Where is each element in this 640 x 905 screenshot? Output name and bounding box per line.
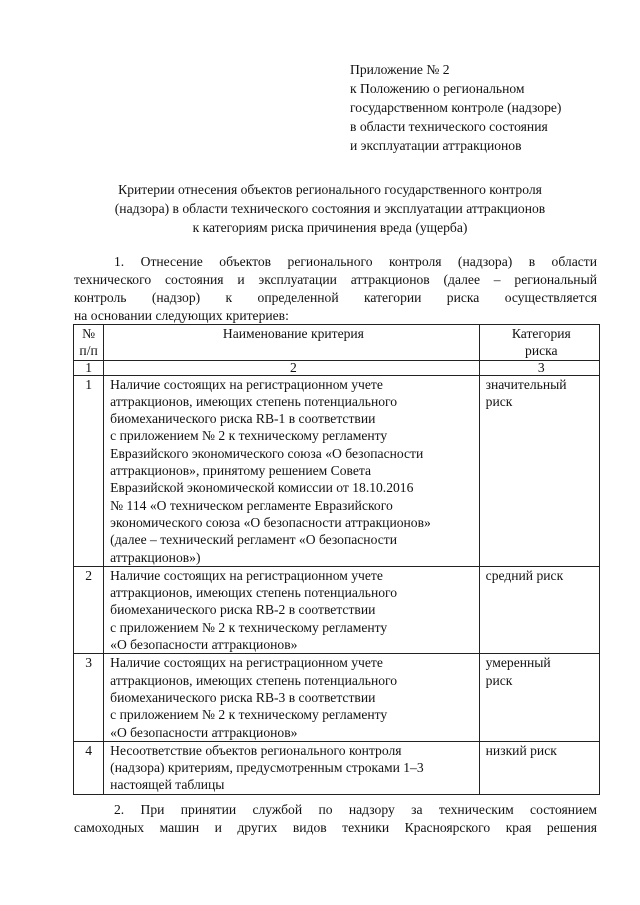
- table-row: [74, 566, 600, 653]
- row-criterion: Наличие состоящих на регистрационном учете аттракционов, имеющих степень потенциального биомеханического риска RB-2 в соответствии с приложением № 2 к техническому регламенту «О безопасности аттракционов»: [104, 566, 479, 653]
- row-category: значительный риск: [479, 375, 599, 566]
- paragraph-line: 1. Отнесение объектов регионального контроля (надзора) в области: [114, 254, 597, 269]
- column-number-row: [74, 360, 600, 375]
- appendix-line: в области технического состояния: [350, 119, 548, 134]
- row-criterion: Наличие состоящих на регистрационном учете аттракционов, имеющих степень потенциального биомеханического риска RB-3 в соответствии с приложением № 2 к техническому регламенту «О безопасности аттракционов»: [104, 654, 479, 741]
- paragraph-line: на основании следующих критериев:: [74, 308, 289, 323]
- row-criterion: Несоответствие объектов регионального контроля (надзора) критериям, предусмотренным строками 1–3 настоящей таблицы: [104, 741, 479, 794]
- row-num: 1: [74, 375, 104, 566]
- paragraph-line: контроль (надзор) к определенной категории риска осуществляется: [74, 290, 597, 305]
- row-criterion: Наличие состоящих на регистрационном учете аттракционов, имеющих степень потенциального биомеханического риска RB-1 в соответствии с приложением № 2 к техническому регламенту Евразийского экономического союза «О безопасности аттракционов», принятому решением Совета Евразийской экономической комиссии от 18.10.2016 № 114 «О техническом регламенте Евразийского экономического союза «О безопасности аттракционов» (далее – технический регламент «О безопасности аттракционов»): [104, 375, 479, 566]
- appendix-line: государственном контроле (надзоре): [350, 100, 562, 115]
- title-line: Критерии отнесения объектов регионального государственного контроля: [118, 182, 542, 197]
- paragraph-line: самоходных машин и других видов техники Красноярского края решения: [74, 820, 597, 835]
- criteria-table: [73, 324, 600, 795]
- table-header-row: [74, 325, 600, 361]
- column-number: 3: [479, 360, 599, 375]
- paragraph-2: [74, 801, 597, 837]
- table-row: [74, 654, 600, 741]
- paragraph-line: 2. При принятии службой по надзору за техническим состоянием: [114, 802, 597, 817]
- row-category: низкий риск: [479, 741, 599, 794]
- appendix-line: и эксплуатации аттракционов: [350, 138, 522, 153]
- document-title: [60, 180, 600, 237]
- table-row: [74, 375, 600, 566]
- appendix-line: Приложение № 2: [350, 62, 450, 77]
- table-row: [74, 741, 600, 794]
- header-num: № п/п: [74, 325, 104, 361]
- row-category: умеренный риск: [479, 654, 599, 741]
- paragraph-1: [74, 253, 597, 325]
- header-criterion: Наименование критерия: [104, 325, 479, 361]
- header-category: Категория риска: [479, 325, 599, 361]
- row-num: 4: [74, 741, 104, 794]
- paragraph-line: технического состояния и эксплуатации аттракционов (далее – региональный: [74, 272, 597, 287]
- title-line: к категориям риска причинения вреда (ущерба): [192, 220, 468, 235]
- title-line: (надзора) в области технического состояния и эксплуатации аттракционов: [114, 201, 546, 216]
- column-number: 1: [74, 360, 104, 375]
- row-num: 3: [74, 654, 104, 741]
- row-num: 2: [74, 566, 104, 653]
- appendix-line: к Положению о региональном: [350, 81, 525, 96]
- column-number: 2: [104, 360, 479, 375]
- appendix-header: [350, 60, 630, 155]
- row-category: средний риск: [479, 566, 599, 653]
